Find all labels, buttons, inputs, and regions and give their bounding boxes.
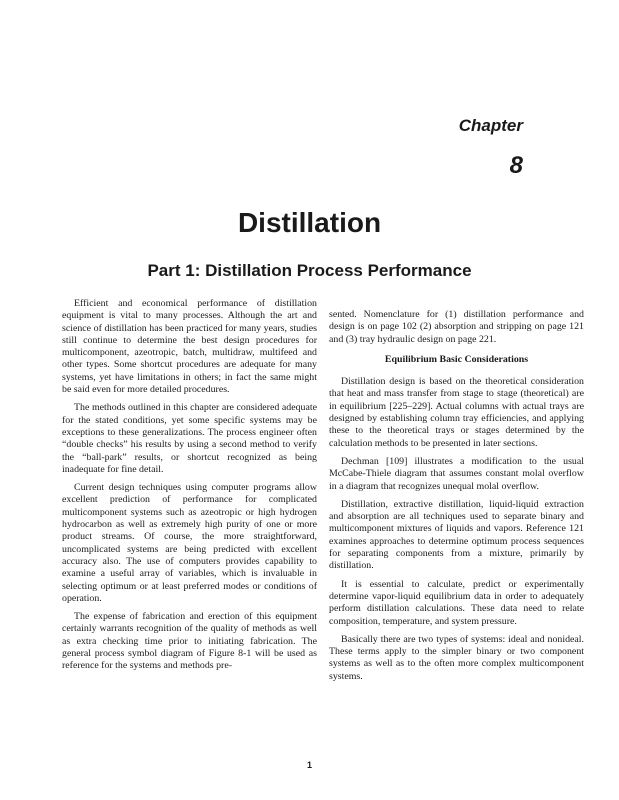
right-column xyxy=(329,309,584,689)
paragraph: Efficient and economical performance of distillation equipment is vital to many processes. Although the art and science of distillation has been practiced for many years, studies still continue to determine the best design procedures for multicomponent, azeotropic, batch, multidraw, multifeed and other types. Some shortcut procedures are adequate for many systems, yet have limitations in others; in fact the same might be said even for more detailed procedures. xyxy=(62,298,317,396)
chapter-number: 8 xyxy=(509,152,523,179)
paragraph: Basically there are two types of systems: ideal and nonideal. These terms apply to the simpler binary or two component systems as well as to the often more complex multicomponent systems. xyxy=(329,633,584,682)
chapter-title: Distillation xyxy=(237,207,382,238)
chapter-label: Chapter xyxy=(458,116,523,135)
left-column xyxy=(62,298,317,679)
part-title: Part 1: Distillation Process Performance xyxy=(147,261,472,280)
section-heading: Equilibrium Basic Considerations xyxy=(384,353,529,365)
paragraph: Distillation, extractive distillation, liquid-liquid extraction and absorption are all techniques used to separate binary and multicomponent mixtures of liquids and vapors. Reference 121 examines approaches to determine optimum process sequences for separating components from a mixture, primarily by distillation. xyxy=(329,498,584,572)
paragraph: The expense of fabrication and erection of this equipment certainly warrants recognition of the quality of methods as well as extra checking time prior to initiating fabrication. The general process symbol diagram of Figure 8-1 will be used as reference for the systems and methods pre- xyxy=(62,611,317,672)
paragraph: Current design techniques using computer programs allow excellent prediction of performance for complicated multicomponent systems such as azeotropic or high hydrogen hydrocarbon as well as extremely high purity of one or more product streams. Of course, the more straightforward, uncomplicated systems are being predicted with excellent accuracy also. The use of computers provides capability to examine a useful array of variables, which is invaluable in selecting optimum or at least preferred modes or conditions of operation. xyxy=(62,482,317,604)
paragraph: Dechman [109] illustrates a modification to the usual McCabe-Thiele diagram that assumes constant molal overflow in a diagram that recognizes unequal molal overflow. xyxy=(329,455,584,492)
paragraph-continuation: sented. Nomenclature for (1) distillation performance and design is on page 102 (2) absorption and stripping on page 121 and (3) tray hydraulic design on page 221. xyxy=(329,309,584,345)
page-number: 1 xyxy=(306,760,312,770)
paragraph: Distillation design is based on the theoretical consideration that heat and mass transfer from stage to stage (theoretical) are in equilibrium [225–229]. Actual columns with actual trays are designed by establishing column tray efficiencies, and applying these to the theoretical trays or stages determined by the calculation methods to be presented in later sections. xyxy=(329,376,584,449)
paragraph: It is essential to calculate, predict or experimentally determine vapor-liquid equilibrium data in order to adequately perform distillation calculations. These data need to relate composition, temperature, and system pressure. xyxy=(329,578,584,627)
paragraph: The methods outlined in this chapter are considered adequate for the stated conditions, yet some specific systems may be exceptions to these generalizations. The process engineer often “double checks” his results by using a second method to verify the “ball-park” results, or shortcut recognized as being inadequate for fine detail. xyxy=(62,402,317,475)
